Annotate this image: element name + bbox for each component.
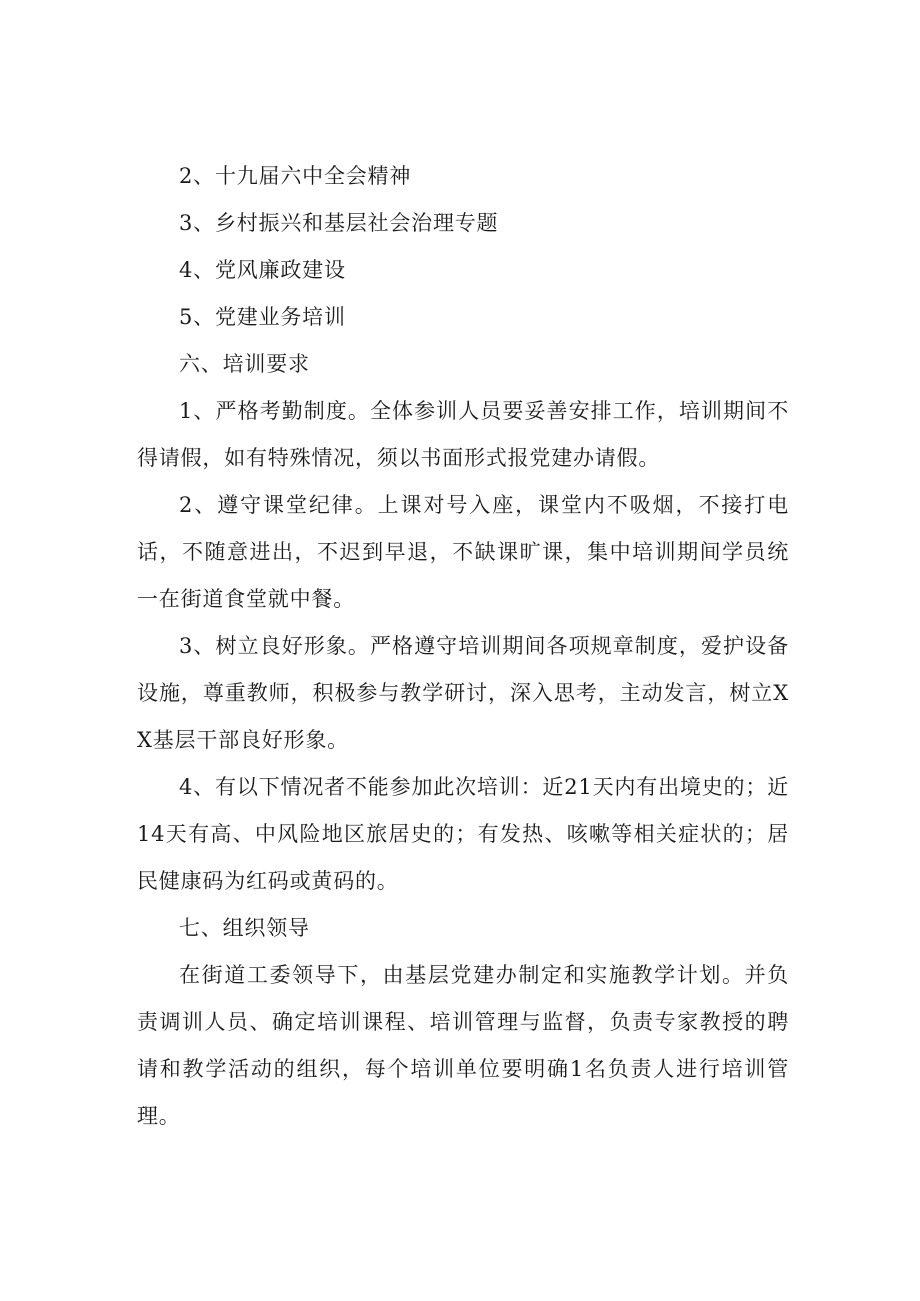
list-item-topic-5: 5、党建业务培训 — [179, 305, 346, 329]
requirement-health: 4、有以下情况者不能参加此次培训：近21天内有出境史的；近14天有高、中风险地区旅居史的；有发热、咳嗽等相关症状的；居民健康码为红码或黄码的。 — [137, 775, 789, 893]
document-body — [137, 153, 789, 1140]
section-heading-leadership: 七、组织领导 — [179, 916, 310, 940]
leadership-paragraph: 在街道工委领导下，由基层党建办制定和实施教学计划。并负责调训人员、确定培训课程、培训管理与监督，负责专家教授的聘请和教学活动的组织，每个培训单位要明确1名负责人进行培训管理。 — [137, 963, 789, 1128]
requirement-image: 3、树立良好形象。严格遵守培训期间各项规章制度，爱护设备设施，尊重教师，积极参与教学研讨，深入思考，主动发言，树立XX基层干部良好形象。 — [137, 634, 789, 752]
section-heading-requirements: 六、培训要求 — [179, 352, 310, 376]
list-item-topic-2: 2、十九届六中全会精神 — [179, 164, 412, 188]
list-item-topic-4: 4、党风廉政建设 — [179, 258, 346, 282]
requirement-attendance: 1、严格考勤制度。全体参训人员要妥善安排工作，培训期间不得请假，如有特殊情况，须以书面形式报党建办请假。 — [137, 399, 789, 470]
requirement-discipline: 2、遵守课堂纪律。上课对号入座，课堂内不吸烟，不接打电话，不随意进出，不迟到早退，不缺课旷课，集中培训期间学员统一在街道食堂就中餐。 — [137, 493, 789, 611]
list-item-topic-3: 3、乡村振兴和基层社会治理专题 — [179, 211, 499, 235]
